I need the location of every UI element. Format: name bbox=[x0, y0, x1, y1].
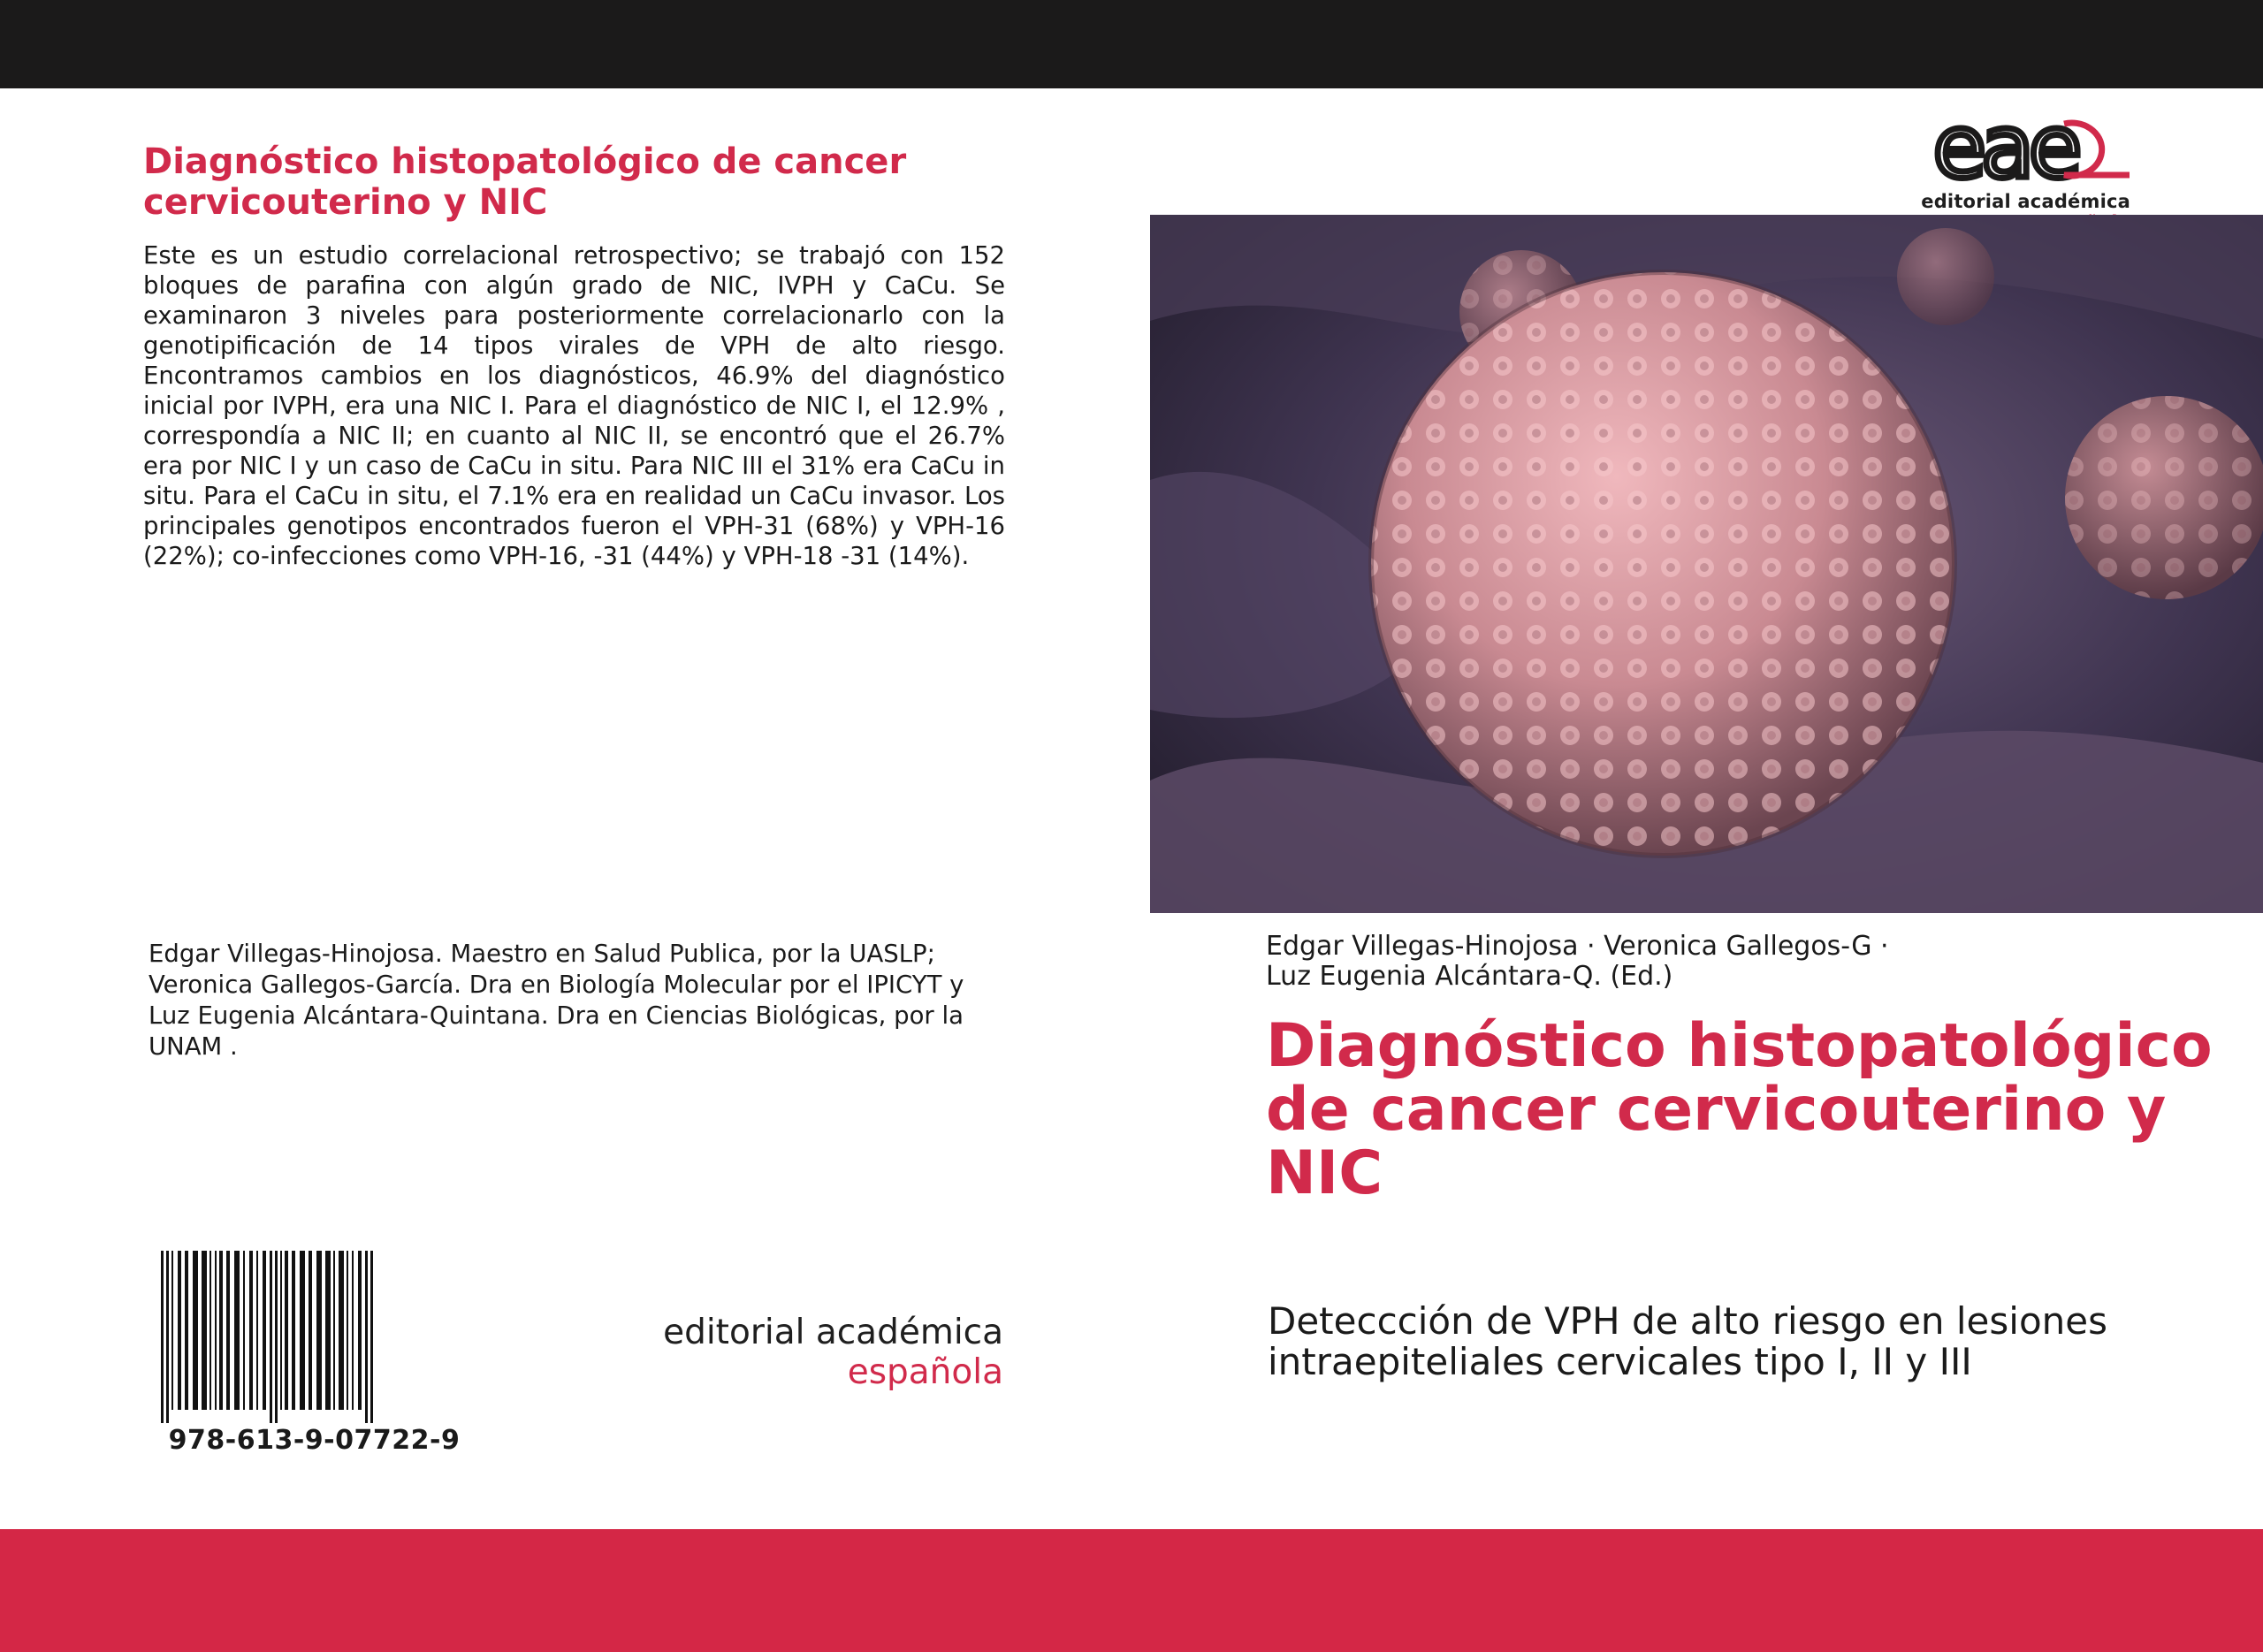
barcode-bar bbox=[226, 1251, 230, 1410]
barcode-bar bbox=[339, 1251, 344, 1410]
authors-line-1: Edgar Villegas-Hinojosa · Veronica Gallegos-G · bbox=[1266, 931, 1889, 962]
top-band bbox=[0, 0, 2263, 88]
barcode-bar bbox=[215, 1251, 217, 1410]
barcode-bar bbox=[270, 1251, 272, 1423]
barcode-bar bbox=[352, 1251, 354, 1410]
back-publisher-name bbox=[535, 1313, 1003, 1392]
bottom-band bbox=[0, 1529, 2263, 1652]
barcode-bar bbox=[219, 1251, 223, 1410]
cover-virus-image bbox=[1150, 215, 2263, 913]
barcode-bar bbox=[300, 1251, 305, 1410]
barcode-bar bbox=[166, 1251, 169, 1423]
logo-caption-main: editorial académica bbox=[1921, 191, 2130, 212]
barcode-bar bbox=[161, 1251, 164, 1423]
logo-lettering: eae bbox=[1932, 108, 2077, 192]
barcode-bar bbox=[178, 1251, 181, 1410]
barcode-bar bbox=[249, 1251, 253, 1410]
barcode-bar bbox=[292, 1251, 295, 1410]
publisher-name-accent: española bbox=[847, 1352, 1003, 1392]
back-cover-blurb: Este es un estudio correlacional retrospectivo; se trabajó con 152 bloques de parafina con algún grado de NIC, IVPH y CaCu. Se examinaron 3 niveles para posteriormente correlacionarlo con la genotipificación de 14 tipos virales de VPH de alto riesgo. Encontramos cambios en los diagnósticos, 46.9% del diagnóstico inicial por IVPH, era una NIC I. Para el diagnóstico de NIC I, el 12.9% , correspondía a NIC II; en cuanto al NIC II, se encontró que el 26.7% era por NIC I y un caso de CaCu in situ. Para NIC III el 31% era CaCu in situ. Para el CaCu in situ, el 7.1% era en realidad un CaCu invasor. Los principales genotipos encontrados fueron el VPH-31 (68%) y VPH-16 (22%); co-infecciones como VPH-16, -31 (44%) y VPH-18 -31 (14%). bbox=[143, 241, 1005, 570]
barcode-bar bbox=[275, 1251, 278, 1423]
barcode-bar bbox=[193, 1251, 198, 1410]
barcode-bar bbox=[365, 1251, 368, 1423]
barcode-bar bbox=[309, 1251, 312, 1410]
publisher-logo bbox=[1877, 108, 2133, 192]
barcode-bar bbox=[243, 1251, 245, 1410]
barcode-bar bbox=[370, 1251, 373, 1423]
barcode-bar bbox=[256, 1251, 258, 1410]
barcode-bar bbox=[347, 1251, 348, 1410]
barcode-bar bbox=[202, 1251, 207, 1410]
barcode-bar bbox=[210, 1251, 211, 1410]
barcode-bar bbox=[316, 1251, 322, 1410]
barcode-bar bbox=[325, 1251, 331, 1410]
author-bio: Edgar Villegas-Hinojosa. Maestro en Salud Publica, por la UASLP; Veronica Gallegos-García. Dra en Biología Molecular por el IPICYT y Luz Eugenia Alcántara-Quintana. Dra en Ciencias Biológicas, por la UNAM . bbox=[149, 940, 964, 1061]
barcode-bar bbox=[234, 1251, 240, 1410]
barcode-bar bbox=[285, 1251, 288, 1410]
front-authors bbox=[1266, 932, 2150, 992]
barcode-bar bbox=[171, 1251, 173, 1410]
barcode bbox=[157, 1251, 471, 1423]
barcode-bar bbox=[333, 1251, 335, 1410]
barcode-bar bbox=[185, 1251, 188, 1410]
front-cover-title: Diagnóstico histopatológico de cancer cervicouterino y NIC bbox=[1266, 1011, 2213, 1208]
publisher-name-main: editorial académica bbox=[663, 1313, 1003, 1352]
authors-line-2: Luz Eugenia Alcántara-Q. (Ed.) bbox=[1266, 961, 1673, 992]
barcode-bar bbox=[263, 1251, 266, 1410]
front-cover-subtitle: Deteccción de VPH de alto riesgo en lesiones intraepiteliales cervicales tipo I, II y III bbox=[1268, 1299, 2107, 1383]
barcode-bar bbox=[358, 1251, 362, 1410]
barcode-bar bbox=[280, 1251, 282, 1410]
back-cover-title: Diagnóstico histopatológico de cancer cervicouterino y NIC bbox=[143, 141, 907, 223]
isbn-number: 978-613-9-07722-9 bbox=[168, 1425, 461, 1456]
